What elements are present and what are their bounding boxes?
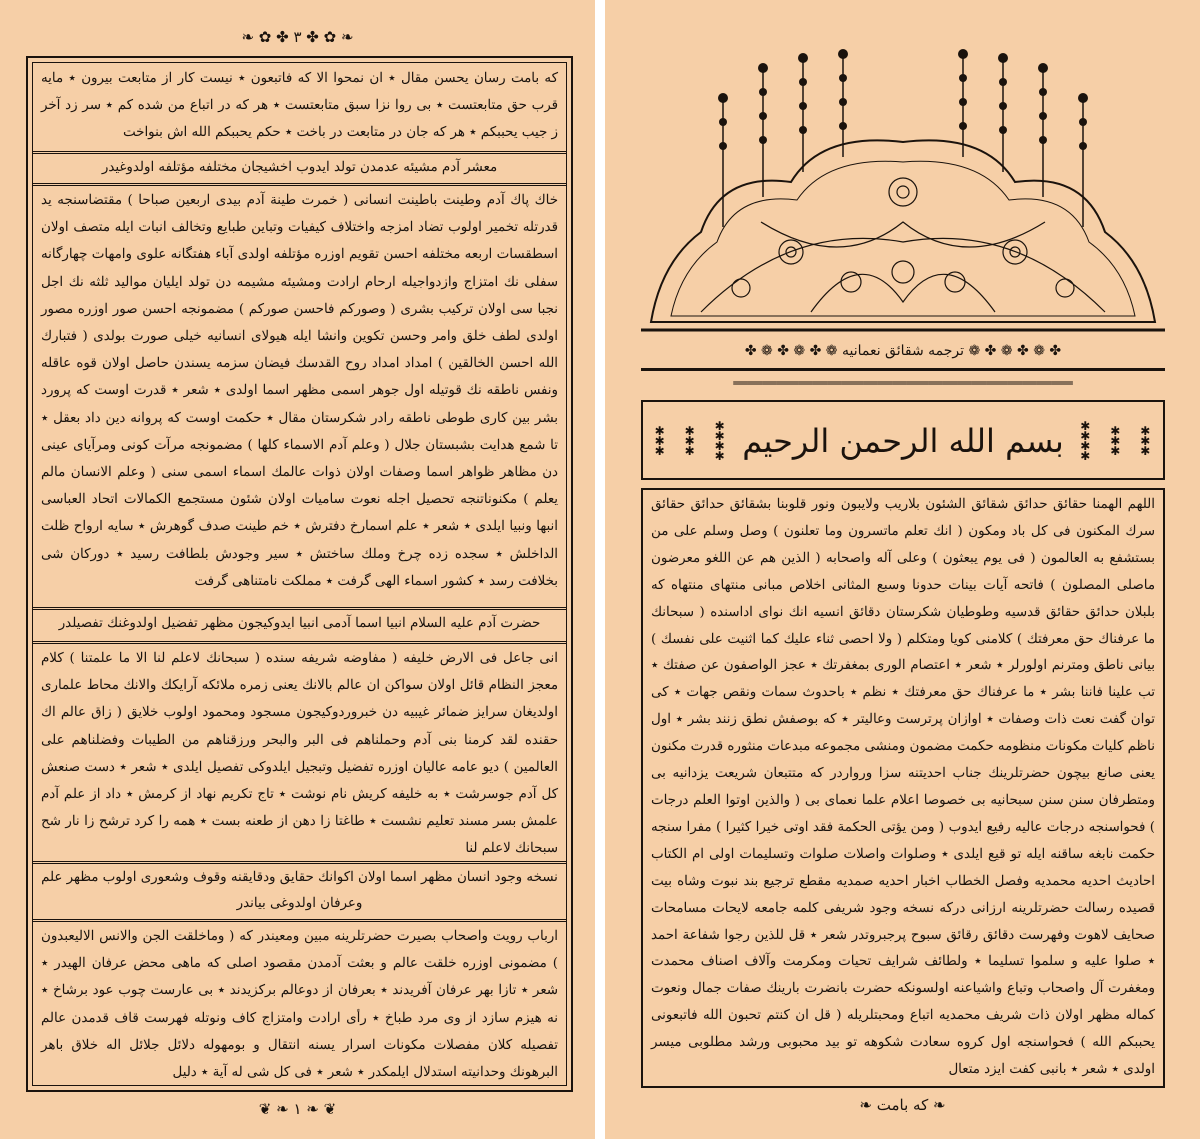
section-text: خاك پاك آدم وطينت باطينت انسانى ( خمرت طينة آدم بيدى اربعين صباحا ) مقتضاسنجه يد قدرتله تخمير اولوب تضاد امزجه واختلاف كيفيات وتباين طبايع وتخالف انبات ايله متصف اولان اسطقسات اربعه مختلفه احسن تقويم اوزره مؤتلفه اولدى آباء هفتگانه علوى وامهات چهارگانه سفلى نك امتزاج وازدواجيله ارحام ارادت ومشيئه مشيمه دن تولد ايليان مواليد ثلثه نك اجل نجبا سى اولان تركيب بشرى ( وصوركم فاحسن صوركم ) مضمونجه احسن صور اوزره مصور اولدى لطف خلق وامر وحسن تكوين وانشا ايله هيولاى انسانيه خيلى صورت بولدى ( فتبارك الله احسن الخالقين ) امداد امداد روح القدسك فيضان سزمه يسندن حاصل اولان قوه عاقله ونفس ناطقه نك قوتيله اول جوهر اسمى مظهر اسما اولدى ٭ شعر ٭ قدرت اوست كه پرورد بشر بين كارى طوطى ناطقه رادر شكرستان مقال ٭ حكمت اوست كه پروانه دين داد بعقل ٭ تا شمع هدايت بشبستان جلال ( وعلم آدم الاسماء كلها ) مضمونجه مرآت كونى ومرآياى عينى دن مظاهر ظواهر اسما وصفات اولان ذوات عالمك اسماء اسمى سنى ( وعلم الانسان مالم يعلم ) مكنوناتنجه تحصيل اجله نعوت ساميات اولان شئون مستجمع الكمالات اتحاد العباسى انبها ونبيا ايلدى ٭ شعر ٭ علم اسمارخ دفترش ٭ خم طينت صدف گوهرش ٭ سايه ارواح ظلت الداخلش ٭ سجده زده چرخ وملك ساختش ٭ سير وجودش بلطافت رسيد ٭ دوركان شى بخلافت رسد ٭ كشور اسماء الهى گرفت ٭ مملكت نامتناهى گرفت (41, 193, 558, 589)
catchword-footer (605, 1096, 1200, 1114)
ornament-glyph: ✤ ✿ ❧ (241, 28, 294, 46)
ornament-glyph: ✤ ❁ ✤ ❁ ✤ ❁ (964, 343, 1062, 359)
body-text: اللهم الهمنا حقائق حدائق شقائق الشئون بلاريب ولايبون ونور قلوبنا بشقائق حدائق حقائق سرك المكنون فى كل باد ومكون ( انك تعلم ماتسرون وما تعلنون ) وصل وسلم على من بستشفع به العالمون ( فى يوم يبعثون ) وعلى آله واصحابه ( الذين هم عن اللغو معرضون ماصلى المصلون ) فاتحه آيات بينات حدونا وسبع المثانى اخلاص مبانى منتهاى منتهاه كه بلبلان حدائق حقائق قدسيه وطوطيان شكرستان دقائق انسيه انك نواى اداسنده ( سبحانك ما عرفناك حق معرفتك ) كلامنى كويا ومتكلم ( ولا احصى ثناء عليك كما اثنيت على نفسك ) بيانى ناطق ومترنم اولورلر ٭ شعر ٭ اعتصام الورى بمغفرتك ٭ عجز الواصفون عن صفتك ٭ تب علينا فاننا بشر ٭ ما عرفناك حق معرفتك ٭ نظم ٭ باحدوث سمات ونقص جهات ٭ كى توان گفت نعت ذات وصفات ٭ اوازان پرترست وعاليتر ٭ كه بوصفش نطق زنند بشر ٭ اول ناظم كليات مكونات منظومه حكمت مضمون ومنشى مجموعه مبدعات منثوره قدرت مكنون يعنى صانع بيچون حضرتلرينك جناب احديتنه سزا ورواردر كه متتبعان شريعت يزدانيه بى ومتطرفان سنن سنن سبحانيه بى خصوصا اعلام علما نعماى بى ( والذين اوتوا العلم درجات ) فحواسنجه درجات عاليه رفيع ايدوب ( ومن يؤتى الحكمة فقد اوتى خيرا كثيرا ) مفرا سنجه حكمت نابغه ساقنه ايله تو قيع ايلدى ٭ وصلوات واصلات صلوات وتسليمات اولى ام الكتاب احاديث احديه محمديه وفصل الخطاب اخبار احديه صمديه مقطع ترجيع بند نبوت وشاه بيت قصيده رسالت حضرتلرينه ارزانى دركه نسخه وجود شريفى كلمه جامعه لايحات مسامحات صحايف لاهوت وفهرست دقائق رقائق سبوح پرجبروتدر شعر ٭ قل للذين رجوا شفاعة احمد ٭ صلوا عليه و سلموا تسليما ٭ ولطائف شرايف تحيات ومكرمت وآلاف اصناف محمدت ومغفرت آل واصحاب وتباع واشياعنه اولسونكه حضرت بانضرت بارينك صفات جمال ونعوت كماله مظهر اولان ذات شريف محمديه اتباع ومحبتلريله ( قل ان كنتم تحبون الله فاتبعونى يحببكم الله ) فحواسنجه اول كروه سعادت شكوهه تو بيد محبوبى ورشد مطلوبى ميسر اولدى ٭ شعر ٭ بانبى كفت ايزد متعال (651, 497, 1155, 1078)
ornament-glyph: ❦ ❧ (301, 1100, 337, 1118)
star-column: ✱ ✱ ✱ ✱ (1080, 419, 1092, 463)
section-heading: نسخه وجود انسان مظهر اسما اولان اكوانك حقايق ودقايقنه وقوف وشعورى اولوب مظهر علم وعرفان اولدوغى بياندر (41, 870, 558, 911)
ornament-glyph: ❧ (859, 1096, 877, 1114)
section-heading: معشر آدم مشيئه عدمدن تولد ايدوب اخشيجان مختلفه مؤتلفه اولدوغيدر (101, 160, 498, 175)
right-text-frame (641, 488, 1165, 1088)
section-body (33, 645, 566, 859)
section-divider (33, 641, 566, 644)
ornament-glyph: ═══════════════════════════════════════════════ (733, 376, 1073, 390)
section-body (33, 923, 566, 1087)
section-divider (33, 861, 566, 864)
ornament-glyph: ❁ ✤ ❁ ✤ ❁ ✤ (744, 343, 842, 359)
section-text: انى جاعل فى الارض خليفه ( مفاوضه شريفه سنده ( سبحانك لاعلم لنا الا ما علمتنا ) كلام معجز النظام قائل اولان سواكن ان عالم بالانك يعنى زمره ملائكه آرايكك والانك محاط علمارى اولديغان سرايز ضمائر غيبيه دن خبروردوكيجون مسجود ومحمود اولوب خلايق ( زاق عالم اك حقنده لقد كرمنا بنى آدم وحملناهم فى البر والبحر ورزقناهم من الطيبات وفضلناهم على العالمين ) ديو عامه عاليان اوزره تفضيل وتبجيل ايلدوكى تفصيل ايلدى ٭ شعر ٭ دست صنعش كل آدم جوسرشت ٭ به خليفه كريش نام نوشت ٭ تاج تكريم نهاد از كرمش ٭ داد از علم آدم علمش بسر مسند تعليم نشست ٭ طاغتا زا دهن از طعنه بست ٭ همه را كرد ترشح زا نار شح سبحانك لاعلم لنا (41, 651, 558, 857)
ornament-glyph: ❧ ❦ (258, 1100, 294, 1118)
basmala: بسم الله الرحمن الرحيم (742, 422, 1064, 460)
left-page (0, 0, 595, 1139)
section-divider (33, 607, 566, 610)
right-page (605, 0, 1200, 1139)
star-column: ✱ ✱ ✱ (1110, 424, 1122, 458)
page-number: ٣ (293, 28, 302, 46)
ornament-glyph: ❧ (928, 1096, 946, 1114)
ornament-band (641, 374, 1165, 392)
star-column: ✱ ✱ ✱ (1140, 424, 1152, 458)
left-page-frame (26, 56, 573, 1092)
basmala-box (641, 400, 1165, 480)
headpiece-ornament (651, 140, 1155, 322)
star-column: ✱ ✱ ✱ ✱ (714, 419, 726, 463)
section-text: ارباب رويت واصحاب بصيرت حضرتلرينه مبين ومعيندر كه ( وماخلقت الجن والانس الاليعبدون ) مضمونى اوزره خلقت عالم و بعثت آدمدن مقصود اصلى كه ماهى محض عرفان الهيدر ٭ شعر ٭ تازا بهر عرفان آفريدند ٭ بعرفان از دوعالم بركزيدند ٭ بى عارست چوب عود برشاخ ٭ نه هيزم سازد از وى مرد طباخ ٭ رأى ارادت وامتزاج كاف ونوتله فهرست قاف قدمدن عالم تفصيله كلان مفصلات مكونات اسرار يسنه انتقال و بومهوله دلائل جلائل اله خلاق باهر البرهونك وحدانيته استدلال ايلمكدر ٭ شعر ٭ فى كل شى له آية ٭ دليل (41, 929, 558, 1081)
section-divider (33, 919, 566, 922)
floral-headpiece (641, 42, 1165, 332)
star-column: ✱ ✱ ✱ (684, 424, 696, 458)
tulip-buds (718, 49, 1088, 150)
section-text: كه بامت رسان يحسن مقال ٭ ان نمحوا الا كه فاتبعون ٭ نيست كار از متابعت بيرون ٭ مايه قرب حق متابعتست ٭ بى روا نزا سبق متابعتست ٭ هر كه در اتباع من شده كم ٭ سر زد آخر ز جيب يحببكم ٭ هر كه جان در متابعت در باخت ٭ حكم يحببكم الله اش بنواخت (41, 71, 558, 141)
right-page-body (643, 492, 1163, 1084)
ornament-glyph: ❧ ✿ ✤ (301, 28, 354, 46)
opening-verse (33, 65, 566, 149)
footer-page-number: ١ (293, 1100, 302, 1118)
band-rule (641, 368, 1165, 371)
section-heading: حضرت آدم عليه السلام انبيا اسما آدمى انبيا ايدوكيجون مظهر تفضيل اولدوغنك تفصيلدر (58, 616, 541, 631)
page-gutter (595, 0, 605, 1139)
basmala-row (643, 406, 1163, 476)
right-page-frame (641, 42, 1165, 1088)
section-divider (33, 183, 566, 186)
star-column: ✱ ✱ ✱ (654, 424, 666, 458)
section-divider (33, 151, 566, 154)
left-page-inner-frame (32, 62, 567, 1086)
catchword: كه بامت (876, 1096, 929, 1114)
left-footer (0, 1100, 595, 1118)
book-title: ترجمه شقائق نعمانيه (841, 343, 965, 359)
page-number-header (0, 28, 595, 46)
section-body (33, 187, 566, 605)
title-band (641, 336, 1165, 366)
